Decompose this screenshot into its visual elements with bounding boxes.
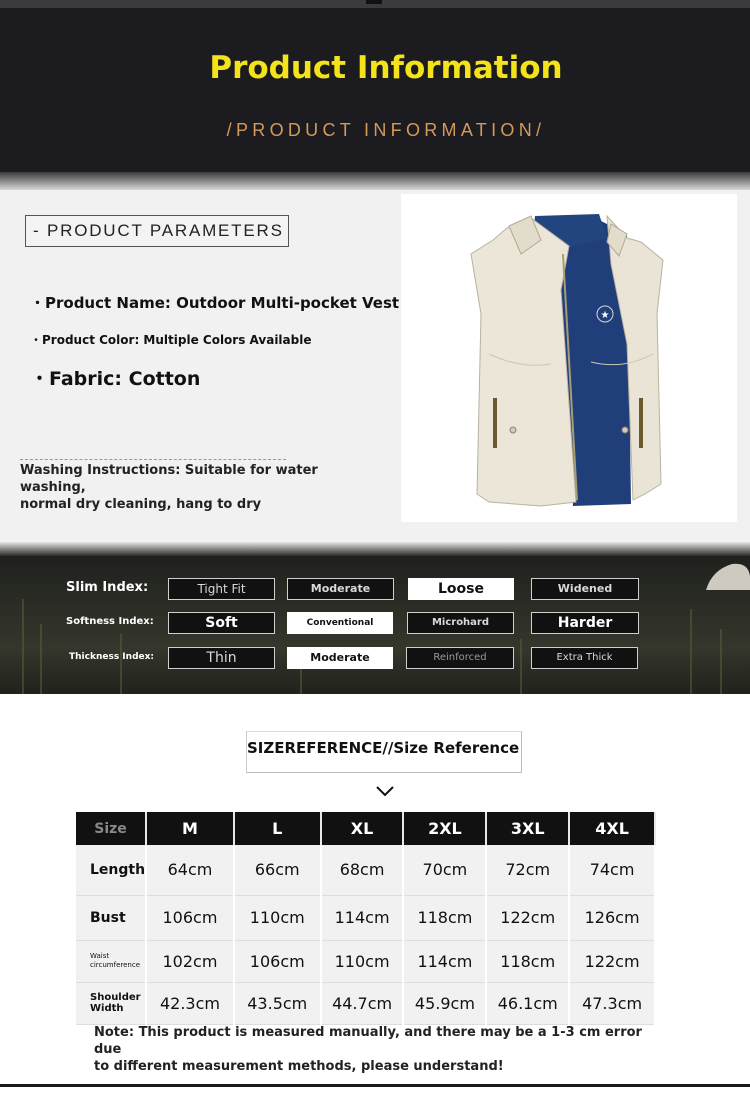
table-cell: 47.3cm (569, 982, 655, 1024)
table-cell: 110cm (321, 940, 404, 982)
size-tag-topbar (247, 731, 523, 732)
size-header-l: L (234, 812, 321, 845)
page-title: Product Information (209, 50, 563, 86)
table-cell: 64cm (146, 845, 234, 895)
table-row (76, 895, 655, 940)
slim-option-loose: Loose (408, 578, 514, 600)
parameters-tag: - PRODUCT PARAMETERS (25, 215, 289, 247)
table-row (76, 845, 655, 895)
dashed-divider (20, 459, 286, 460)
slim-index-label: Slim Index: (66, 580, 149, 595)
table-row (76, 982, 655, 1024)
table-cell: 44.7cm (321, 982, 404, 1024)
shoe-decoration (702, 556, 750, 596)
thickness-option-extra-thick: Extra Thick (531, 647, 638, 669)
size-table-header-row (76, 812, 655, 845)
vest-image (401, 194, 737, 522)
softness-option-conventional: Conventional (287, 612, 393, 634)
thickness-option-thin: Thin (168, 647, 275, 669)
note-line-1: Note: This product is measured manually, and there may be a 1-3 cm error due (94, 1025, 642, 1057)
slim-option-tight-fit: Tight Fit (168, 578, 275, 600)
row-label-shoulder: Shoulder Width (76, 982, 146, 1024)
size-reference-tag (246, 731, 522, 773)
table-cell: 70cm (403, 845, 486, 895)
thickness-option-reinforced: Reinforced (406, 647, 514, 669)
page-subtitle: /PRODUCT INFORMATION/ (226, 120, 546, 140)
table-cell: 122cm (569, 940, 655, 982)
product-info-header (0, 0, 750, 172)
product-parameters-section (0, 190, 750, 542)
row-label-bust: Bust (76, 895, 146, 940)
table-cell: 72cm (486, 845, 569, 895)
product-name: ・Product Name: Outdoor Multi-pocket Vest (30, 294, 400, 312)
table-row (76, 940, 655, 982)
product-color: ・Product Color: Multiple Colors Available (30, 333, 312, 347)
washing-instructions (20, 462, 380, 513)
softness-option-soft: Soft (168, 612, 275, 634)
size-header-m: M (146, 812, 234, 845)
header-shadow (0, 172, 750, 190)
table-cell: 106cm (146, 895, 234, 940)
size-header-2xl: 2XL (403, 812, 486, 845)
washing-line-1: Washing Instructions: Suitable for water washing, (20, 463, 318, 495)
row-label-waist: Waist circumference (76, 940, 146, 982)
thickness-option-moderate: Moderate (287, 647, 393, 669)
size-reference-title: SIZEREFERENCE//Size Reference (247, 739, 520, 757)
product-fabric: ・Fabric: Cotton (30, 368, 201, 390)
chevron-down-icon (374, 784, 396, 798)
table-cell: 66cm (234, 845, 321, 895)
table-cell: 118cm (403, 895, 486, 940)
slim-option-moderate: Moderate (287, 578, 394, 600)
table-cell: 68cm (321, 845, 404, 895)
table-cell: 118cm (486, 940, 569, 982)
svg-text:★: ★ (600, 310, 610, 321)
table-cell: 102cm (146, 940, 234, 982)
table-cell: 42.3cm (146, 982, 234, 1024)
table-cell: 122cm (486, 895, 569, 940)
size-table (76, 812, 656, 1025)
note-line-2: to different measurement methods, please understand! (94, 1059, 504, 1074)
table-cell: 46.1cm (486, 982, 569, 1024)
bottom-divider (0, 1084, 750, 1087)
thickness-index-label: Thickness Index: (69, 652, 155, 662)
table-cell: 110cm (234, 895, 321, 940)
table-cell: 114cm (321, 895, 404, 940)
size-header-4xl: 4XL (569, 812, 655, 845)
table-cell: 45.9cm (403, 982, 486, 1024)
softness-option-harder: Harder (531, 612, 639, 634)
table-cell: 126cm (569, 895, 655, 940)
table-cell: 43.5cm (234, 982, 321, 1024)
washing-line-2: normal dry cleaning, hang to dry (20, 497, 262, 512)
table-cell: 106cm (234, 940, 321, 982)
softness-option-microhard: Microhard (407, 612, 514, 634)
measurement-note (94, 1024, 654, 1075)
size-header-xl: XL (321, 812, 404, 845)
vest-illustration (401, 194, 737, 522)
slim-option-widened: Widened (531, 578, 639, 600)
size-header-size: Size (76, 812, 146, 845)
table-cell: 74cm (569, 845, 655, 895)
row-label-length: Length (76, 845, 146, 895)
table-cell: 114cm (403, 940, 486, 982)
band-top-fade (0, 542, 750, 556)
softness-index-label: Softness Index: (66, 616, 154, 627)
top-notch (366, 0, 382, 4)
size-header-3xl: 3XL (486, 812, 569, 845)
